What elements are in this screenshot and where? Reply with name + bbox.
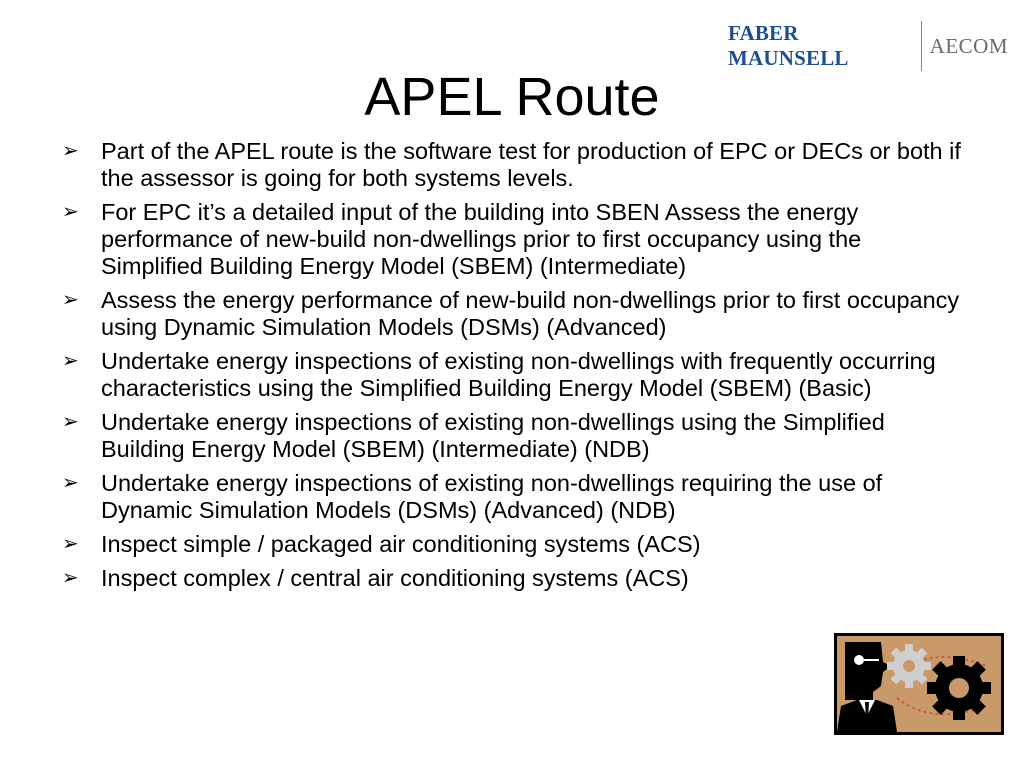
bullet-item [62,409,962,463]
bullet-text: For EPC it’s a detailed input of the building into SBEN Assess the energy performance of new-build non-dwellings prior to first occupancy using the Simplified Building Energy Model (SBEM) (Intermediate) [101,199,862,279]
arrow-bullet-icon: ➢ [62,567,79,589]
bullet-item [62,138,962,192]
thinking-person-gears-icon [834,633,1004,735]
bullet-text: Inspect simple / packaged air conditioning systems (ACS) [101,531,701,557]
arrow-bullet-icon: ➢ [62,350,79,372]
logo-aecom: AECOM [929,33,1008,58]
bullet-text: Assess the energy performance of new-build non-dwellings prior to first occupancy using Dynamic Simulation Models (DSMs) (Advanced) [101,287,960,340]
bullet-item [62,348,962,402]
bullet-item [62,531,962,558]
bullet-text: Inspect complex / central air conditioning systems (ACS) [101,565,689,591]
logo-faber-maunsell: FABER MAUNSELL [728,21,849,70]
slide-title: APEL Route [364,67,660,127]
bullet-text: Part of the APEL route is the software test for production of EPC or DECs or both if the assessor is going for both systems levels. [101,138,961,191]
bullet-text: Undertake energy inspections of existing non-dwellings requiring the use of Dynamic Simulation Models (DSMs) (Advanced) (NDB) [101,470,883,523]
arrow-bullet-icon: ➢ [62,472,79,494]
arrow-bullet-icon: ➢ [62,411,79,433]
arrow-bullet-icon: ➢ [62,201,79,223]
bullet-list [62,138,962,599]
bullet-item [62,199,962,280]
bullet-item [62,470,962,524]
arrow-bullet-icon: ➢ [62,140,79,162]
bullet-item [62,287,962,341]
bullet-text: Undertake energy inspections of existing non-dwellings with frequently occurring characteristics using the Simplified Building Energy Model (SBEM) (Basic) [101,348,936,401]
bullet-text: Undertake energy inspections of existing non-dwellings using the Simplified Building Energy Model (SBEM) (Intermediate) (NDB) [101,409,885,462]
arrow-bullet-icon: ➢ [62,533,79,555]
arrow-bullet-icon: ➢ [62,289,79,311]
bullet-item [62,565,962,592]
